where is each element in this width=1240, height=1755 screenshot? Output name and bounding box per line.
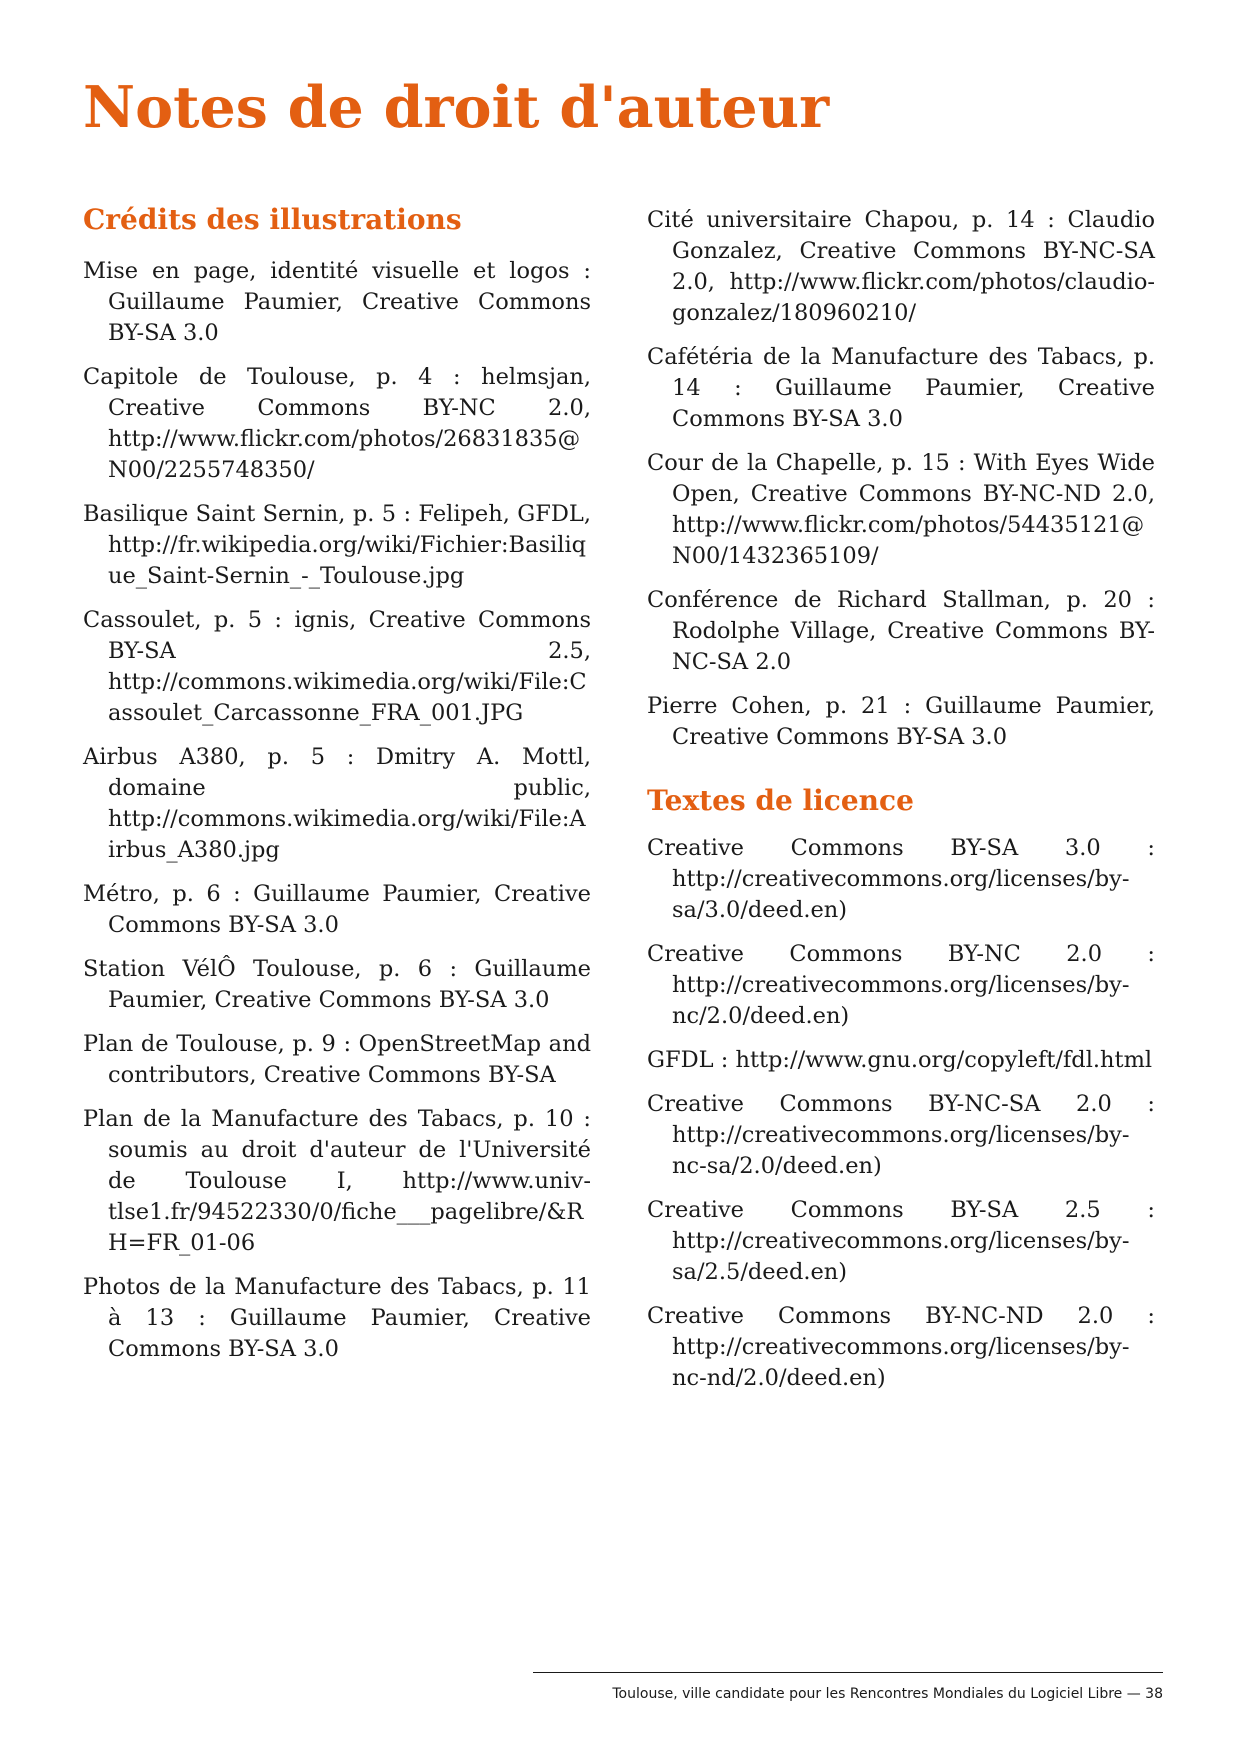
licence-entry: Creative Commons BY-SA 3.0 : http://creativecommons.org/licenses/by-sa/3.0/deed.en): [647, 835, 1155, 923]
licence-entry: Creative Commons BY-NC-ND 2.0 : http://creativecommons.org/licenses/by-nc-nd/2.0/deed.en): [647, 1303, 1155, 1391]
page-title: Notes de droit d'auteur: [83, 74, 830, 141]
credit-entry: Photos de la Manufacture des Tabacs, p. 11 à 13 : Guillaume Paumier, Creative Commons BY-SA 3.0: [83, 1274, 591, 1362]
page-footer: Toulouse, ville candidate pour les Rencontres Mondiales du Logiciel Libre — 38: [612, 1686, 1163, 1702]
footer-divider: [533, 1672, 1163, 1673]
credit-entry: Cité universitaire Chapou, p. 14 : Claudio Gonzalez, Creative Commons BY-NC-SA 2.0, http://www.flickr.com/photos/claudio-gonzalez/180960210/: [647, 207, 1155, 326]
credit-entry: Cour de la Chapelle, p. 15 : With Eyes Wide Open, Creative Commons BY-NC-ND 2.0, http://www.flickr.com/photos/54435121@N00/1432365109/: [647, 450, 1155, 569]
left-column: [83, 200, 591, 1378]
credit-entry: Cassoulet, p. 5 : ignis, Creative Commons BY-SA 2.5, http://commons.wikimedia.org/wiki/File:Cassoulet_Carcassonne_FRA_001.JPG: [83, 607, 591, 726]
credit-entry: Basilique Saint Sernin, p. 5 : Felipeh, GFDL, http://fr.wikipedia.org/wiki/Fichier:Basilique_Saint-Sernin_-_Toulouse.jpg: [83, 501, 591, 589]
credit-entry: Plan de Toulouse, p. 9 : OpenStreetMap and contributors, Creative Commons BY-SA: [83, 1031, 591, 1088]
licence-entry: Creative Commons BY-NC 2.0 : http://creativecommons.org/licenses/by-nc/2.0/deed.en): [647, 941, 1155, 1029]
credit-entry: Métro, p. 6 : Guillaume Paumier, Creative Commons BY-SA 3.0: [83, 881, 591, 938]
licence-entry: Creative Commons BY-SA 2.5 : http://creativecommons.org/licenses/by-sa/2.5/deed.en): [647, 1197, 1155, 1285]
licence-entry: GFDL : http://www.gnu.org/copyleft/fdl.html: [647, 1047, 1153, 1073]
credit-entry: Mise en page, identité visuelle et logos : Guillaume Paumier, Creative Commons BY-SA 3.0: [83, 258, 591, 346]
credit-entry: Plan de la Manufacture des Tabacs, p. 10 : soumis au droit d'auteur de l'Université de Toulouse I, http://www.univ-tlse1.fr/94522330/0/fiche___pagelibre/&RH=FR_01-06: [83, 1106, 591, 1256]
credit-entry: Capitole de Toulouse, p. 4 : helmsjan, Creative Commons BY-NC 2.0, http://www.flickr.com/photos/26831835@N00/2255748350/: [83, 364, 591, 483]
credit-entry: Station VélÔ Toulouse, p. 6 : Guillaume Paumier, Creative Commons BY-SA 3.0: [83, 956, 591, 1013]
credit-entry: Pierre Cohen, p. 21 : Guillaume Paumier, Creative Commons BY-SA 3.0: [647, 693, 1155, 750]
credit-entry: Conférence de Richard Stallman, p. 20 : Rodolphe Village, Creative Commons BY-NC-SA 2.0: [647, 587, 1155, 675]
credits-heading: Crédits des illustrations: [83, 203, 462, 236]
credit-entry: Cafétéria de la Manufacture des Tabacs, p. 14 : Guillaume Paumier, Creative Commons BY-SA 3.0: [647, 344, 1155, 432]
licence-entry: Creative Commons BY-NC-SA 2.0 : http://creativecommons.org/licenses/by-nc-sa/2.0/deed.en): [647, 1091, 1155, 1179]
licences-heading: Textes de licence: [647, 784, 914, 817]
credit-entry: Airbus A380, p. 5 : Dmitry A. Mottl, domaine public, http://commons.wikimedia.org/wiki/File:Airbus_A380.jpg: [83, 744, 591, 863]
right-column: [647, 205, 1155, 1407]
